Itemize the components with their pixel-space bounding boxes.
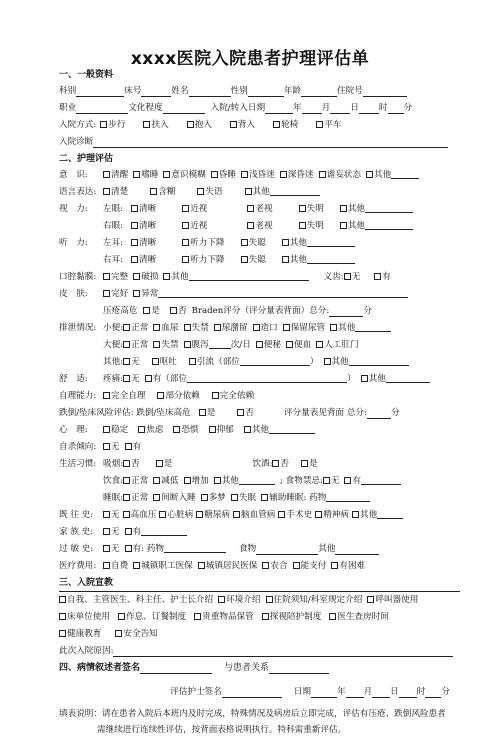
opt-checkbox[interactable]: 其他 bbox=[324, 354, 409, 371]
hearing-left-row: 听 力: 左耳: 清晰 听力下降 失聪 其他 bbox=[59, 235, 460, 252]
suicide-row: 自杀倾向: 无 有 bbox=[59, 439, 460, 456]
opt-checkbox[interactable]: 其他 bbox=[282, 252, 355, 269]
reason-field[interactable] bbox=[113, 646, 453, 657]
opt-checkbox[interactable]: 安全告知 bbox=[115, 626, 157, 643]
opt-checkbox[interactable]: 无 bbox=[344, 269, 361, 286]
education-level-field[interactable] bbox=[163, 103, 205, 114]
gender-field[interactable] bbox=[248, 86, 284, 97]
opt-checkbox[interactable]: 人工肛门 bbox=[316, 337, 358, 354]
skin-row: 皮 肤: 完好 异常 bbox=[59, 286, 460, 303]
diagnosis-field[interactable] bbox=[93, 137, 448, 148]
opt-checkbox[interactable]: 是 bbox=[143, 303, 160, 320]
opt-checkbox[interactable]: 心脏病 bbox=[159, 507, 193, 524]
opt-checkbox[interactable]: 床单位使用 bbox=[59, 609, 110, 626]
opt-checkbox[interactable]: 造口 bbox=[253, 320, 278, 337]
bed-field[interactable] bbox=[141, 86, 171, 97]
mode-support-checkbox[interactable]: 扶入 bbox=[143, 117, 168, 134]
opt-checkbox[interactable]: 正常 bbox=[123, 320, 148, 337]
opt-checkbox[interactable]: 意识模糊 bbox=[163, 167, 205, 184]
opt-checkbox[interactable]: 清晰 bbox=[131, 218, 156, 235]
opt-checkbox[interactable]: 恐惧 bbox=[173, 422, 198, 439]
opt-checkbox[interactable]: 有（部位 ） bbox=[145, 371, 356, 388]
mode-carry-checkbox[interactable]: 抱入 bbox=[187, 117, 212, 134]
opt-checkbox[interactable]: 听力下降 bbox=[182, 235, 224, 252]
opt-checkbox[interactable]: 血尿 bbox=[153, 320, 178, 337]
opt-checkbox[interactable]: 破损 bbox=[133, 269, 158, 286]
opt-checkbox[interactable]: 城镇居民医保 bbox=[198, 558, 258, 575]
opt-checkbox[interactable]: 失语 bbox=[197, 184, 222, 201]
opt-checkbox[interactable]: 深昏迷 bbox=[280, 167, 314, 184]
opt-checkbox[interactable]: 近视 bbox=[182, 201, 207, 218]
opt-checkbox[interactable]: 其他 bbox=[245, 184, 320, 201]
opt-checkbox[interactable]: 失禁 bbox=[153, 337, 178, 354]
opt-checkbox[interactable]: 腹泻 次/日 bbox=[184, 337, 251, 354]
opt-checkbox[interactable]: 能支付 bbox=[293, 558, 327, 575]
braden-score-field[interactable] bbox=[329, 306, 363, 317]
opt-checkbox[interactable]: 其他 bbox=[361, 371, 430, 388]
mode-walk-checkbox[interactable]: 步行 bbox=[100, 117, 125, 134]
opt-checkbox[interactable]: 老视 bbox=[247, 218, 272, 235]
opt-checkbox[interactable]: 正常 bbox=[123, 490, 148, 507]
opt-checkbox[interactable]: 高血压 bbox=[123, 507, 157, 524]
opt-checkbox[interactable]: 部分依赖 bbox=[157, 388, 199, 405]
opt-checkbox[interactable]: 是 bbox=[156, 456, 173, 473]
family-row: 家 族 史: 无 有 bbox=[59, 524, 460, 541]
opt-checkbox[interactable]: 无 bbox=[103, 524, 120, 541]
opt-checkbox[interactable]: 失眠 bbox=[231, 490, 256, 507]
opt-checkbox[interactable]: 住院须知/科室规定介绍 bbox=[266, 592, 363, 609]
opt-checkbox[interactable]: 便秘 bbox=[256, 337, 281, 354]
opt-checkbox[interactable]: 自我、主管医生、科主任、护士长介绍 bbox=[59, 592, 213, 609]
opt-checkbox[interactable]: 探视陪护制度 bbox=[262, 609, 322, 626]
fall-score-field[interactable] bbox=[367, 408, 391, 419]
opt-checkbox[interactable]: 无 bbox=[103, 439, 120, 456]
opt-checkbox[interactable]: 其他 bbox=[366, 167, 419, 184]
opt-checkbox[interactable]: 失明 bbox=[299, 218, 324, 235]
opt-checkbox[interactable]: 有: 药物 bbox=[125, 541, 226, 558]
consciousness-row: 意 识: 清醒 嗜睡 意识模糊 昏睡 浅昏迷 深昏迷 谵妄状态 其他 bbox=[59, 167, 460, 184]
opt-checkbox[interactable]: 无 bbox=[103, 507, 120, 524]
diagnosis-row: 入院诊断 bbox=[59, 134, 460, 151]
psych-row: 心 理: 稳定 焦虑 恐惧 抑郁 其他 bbox=[59, 422, 460, 439]
opt-checkbox[interactable]: 正常 bbox=[123, 337, 148, 354]
urine-row: 排泄情况: 小便: 正常 血尿 失禁 尿潴留 造口 保留尿管 其他 bbox=[59, 320, 460, 337]
opt-checkbox[interactable]: 浅昏迷 bbox=[241, 167, 275, 184]
admit-hour-field[interactable] bbox=[359, 103, 379, 114]
opt-checkbox[interactable]: 其他 bbox=[340, 201, 413, 218]
habit-diet-row: 饮食: 正常 减低 增加 其他 ; 食物禁忌: 无 有 bbox=[59, 473, 460, 490]
opt-checkbox[interactable]: 无 bbox=[103, 541, 120, 558]
stool-row: 大便: 正常 失禁 腹泻 次/日 便秘 便血 人工肛门 bbox=[59, 337, 460, 354]
opt-checkbox[interactable]: 清楚 bbox=[103, 184, 128, 201]
opt-checkbox[interactable]: 有 bbox=[125, 524, 188, 541]
general-row-1: 科别 床号 姓名 性别 年龄 住院号 bbox=[59, 83, 460, 100]
section-education: 三、入院宣教 bbox=[59, 578, 114, 588]
age-field[interactable] bbox=[301, 86, 337, 97]
section-signature: 四、病情叙述者签名 与患者关系 bbox=[59, 660, 460, 676]
opt-checkbox[interactable]: 减低 bbox=[153, 473, 178, 490]
admission-mode-row: 入院方式: 步行 扶入 抱入 背入 轮椅 平车 bbox=[59, 117, 460, 134]
opt-checkbox[interactable]: 是 bbox=[301, 456, 318, 473]
fall-risk-row: 跌倒/坠床风险评估: 跌倒/坠床高危 是 否 评分量表见背面 总分: 分 bbox=[59, 405, 460, 422]
opt-checkbox[interactable]: 城镇职工医保 bbox=[133, 558, 193, 575]
opt-checkbox[interactable]: 其他 bbox=[163, 269, 308, 286]
opt-checkbox[interactable]: 失禁 bbox=[184, 320, 209, 337]
opt-checkbox[interactable]: 贵重物品保管 bbox=[194, 609, 254, 626]
opt-checkbox[interactable]: 老视 bbox=[247, 201, 272, 218]
other-excretion-row: 其他: 无 呕吐 引流（部位 ） 其他 bbox=[59, 354, 460, 371]
opt-checkbox[interactable]: 增加 bbox=[184, 473, 209, 490]
pressure-row: 压疮高危 是 否 Braden评分（评分量表背面）总分: 分 bbox=[59, 303, 460, 320]
opt-checkbox[interactable]: 否 bbox=[123, 456, 140, 473]
opt-checkbox[interactable]: 其他 bbox=[214, 473, 275, 490]
opt-checkbox[interactable]: 失聪 bbox=[241, 235, 266, 252]
allergy-row: 过 敏 史: 无 有: 药物 食物 其他 bbox=[59, 541, 460, 558]
narrator-signature-field[interactable] bbox=[140, 663, 212, 674]
education-row-1 bbox=[59, 591, 460, 609]
nurse-signature-field[interactable] bbox=[222, 687, 282, 698]
admit-day-field[interactable] bbox=[330, 103, 350, 114]
general-row-2: 职业 文化程度 入院/转入日期 年 月 日 时 分 bbox=[59, 103, 413, 113]
opt-checkbox[interactable]: 否 bbox=[237, 405, 254, 422]
comfort-row: 舒 适: 疼痛: 无 有（部位 ） 其他 bbox=[59, 371, 460, 388]
opt-checkbox[interactable]: 作息、订餐制度 bbox=[118, 609, 186, 626]
opt-checkbox[interactable]: 嗜睡 bbox=[133, 167, 158, 184]
opt-checkbox[interactable]: 有 bbox=[125, 439, 142, 456]
education-row-2 bbox=[59, 609, 460, 626]
page-title: xxxx医院入院患者护理评估单 bbox=[130, 49, 370, 69]
opt-checkbox[interactable]: 医生查房时间 bbox=[329, 609, 389, 626]
opt-checkbox[interactable]: 清晰 bbox=[131, 252, 156, 269]
opt-checkbox[interactable]: 失明 bbox=[299, 201, 324, 218]
opt-checkbox[interactable]: 完好 bbox=[103, 286, 128, 303]
opt-checkbox[interactable]: 近视 bbox=[182, 218, 207, 235]
opt-checkbox[interactable]: 无 bbox=[323, 473, 340, 490]
mode-wheelchair-checkbox[interactable]: 轮椅 bbox=[273, 117, 298, 134]
opt-checkbox[interactable]: 有困难 bbox=[331, 558, 365, 575]
opt-checkbox[interactable]: 昏睡 bbox=[211, 167, 236, 184]
opt-checkbox[interactable]: 清晰 bbox=[131, 201, 156, 218]
opt-checkbox[interactable]: 有 bbox=[374, 269, 391, 286]
opt-checkbox[interactable]: 听力下降 bbox=[182, 252, 224, 269]
opt-checkbox[interactable]: 完全依赖 bbox=[212, 388, 254, 405]
admission-no-field[interactable] bbox=[363, 86, 407, 97]
admit-minute-field[interactable] bbox=[388, 103, 404, 114]
opt-checkbox[interactable]: 环境介绍 bbox=[218, 592, 260, 609]
habit-sleep-row: 睡眠: 正常 间断入睡 多梦 失眠 辅助睡眠: 药物 bbox=[59, 490, 460, 507]
selfcare-row: 自理能力: 完全自理 部分依赖 完全依赖 bbox=[59, 388, 460, 405]
section-general: 一、一般资料 bbox=[59, 70, 114, 80]
opt-checkbox[interactable]: 含糊 bbox=[150, 184, 175, 201]
payment-row: 医疗费用: 自费 城镇职工医保 城镇居民医保 农合 能支付 有困难 bbox=[59, 558, 460, 575]
opt-checkbox[interactable]: 手术史 bbox=[278, 507, 312, 524]
habit-smoke-row: 生活习惯: 吸烟: 否 是 饮酒: 否 是 bbox=[59, 456, 460, 473]
opt-checkbox[interactable]: 呼叫器使用 bbox=[367, 592, 418, 609]
vision-right-row: 右眼: 清晰 近视 老视 失明 其他 bbox=[59, 218, 460, 235]
opt-checkbox[interactable]: 有 bbox=[344, 473, 401, 490]
opt-checkbox[interactable]: 自费 bbox=[103, 558, 128, 575]
opt-checkbox[interactable]: 农合 bbox=[262, 558, 287, 575]
reason-row: 此次入院原因: bbox=[59, 643, 460, 660]
opt-checkbox[interactable]: 异常 bbox=[133, 286, 408, 303]
opt-checkbox[interactable]: 糖尿病 bbox=[196, 507, 230, 524]
opt-checkbox[interactable]: 其他 bbox=[282, 235, 355, 252]
opt-checkbox[interactable]: 抑郁 bbox=[209, 422, 234, 439]
opt-checkbox[interactable]: 间断入睡 bbox=[153, 490, 195, 507]
dept-field[interactable] bbox=[76, 86, 124, 97]
opt-checkbox[interactable]: 失聪 bbox=[241, 252, 266, 269]
oral-row: 口腔黏膜: 完整 破损 其他 义齿: 无 有 bbox=[59, 269, 460, 286]
opt-checkbox[interactable]: 清晰 bbox=[131, 235, 156, 252]
opt-checkbox[interactable]: 保留尿管 bbox=[283, 320, 325, 337]
opt-checkbox[interactable]: 焦虑 bbox=[138, 422, 163, 439]
opt-checkbox[interactable]: 呕吐 bbox=[152, 354, 177, 371]
section-assessment: 二、护理评估 bbox=[59, 154, 114, 164]
opt-checkbox[interactable]: 否 bbox=[272, 456, 289, 473]
opt-checkbox[interactable]: 健康教育 bbox=[59, 626, 101, 643]
opt-checkbox[interactable]: 精神病 bbox=[315, 507, 349, 524]
opt-checkbox[interactable]: 其他 bbox=[352, 507, 403, 524]
opt-checkbox[interactable]: 正常 bbox=[123, 473, 148, 490]
language-row: 语言表达: 清楚 含糊 失语 其他 bbox=[59, 184, 460, 201]
mode-back-checkbox[interactable]: 背入 bbox=[230, 117, 255, 134]
opt-checkbox[interactable]: 脑血管病 bbox=[233, 507, 275, 524]
opt-checkbox[interactable]: 否 bbox=[170, 303, 187, 320]
mode-stretcher-checkbox[interactable]: 平车 bbox=[316, 117, 341, 134]
opt-checkbox[interactable]: 多梦 bbox=[201, 490, 226, 507]
admit-month-field[interactable] bbox=[302, 103, 322, 114]
opt-checkbox[interactable]: 无 bbox=[123, 371, 140, 388]
opt-checkbox[interactable]: 便血 bbox=[286, 337, 311, 354]
nurse-signature-row: 评估护士签名 日期 年 月 日 时 分 bbox=[170, 687, 450, 697]
history-row: 既 往 史: 无 高血压 心脏病 糖尿病 脑血管病 手术史 精神病 其他 bbox=[59, 507, 460, 524]
opt-checkbox[interactable]: 清醒 bbox=[103, 167, 128, 184]
education-row-3 bbox=[59, 626, 460, 643]
opt-checkbox[interactable]: 尿潴留 bbox=[214, 320, 248, 337]
relation-field[interactable] bbox=[269, 663, 329, 674]
name-field[interactable] bbox=[189, 86, 231, 97]
opt-checkbox[interactable]: 引流（部位 ） bbox=[189, 354, 319, 371]
job-field[interactable] bbox=[76, 103, 128, 114]
opt-checkbox[interactable]: 完全自理 bbox=[103, 388, 145, 405]
opt-checkbox[interactable]: 辅助睡眠: 药物 bbox=[261, 490, 370, 507]
opt-checkbox[interactable]: 其他 bbox=[244, 422, 315, 439]
admit-year-field[interactable] bbox=[265, 103, 293, 114]
opt-checkbox[interactable]: 稳定 bbox=[103, 422, 128, 439]
hearing-right-row: 右耳: 清晰 听力下降 失聪 其他 bbox=[59, 252, 460, 269]
vision-left-row: 视 力: 左眼: 清晰 近视 老视 失明 其他 bbox=[59, 201, 460, 218]
fill-instructions: 填表说明：请在患者入院后本班内及时完成，特殊情况及病房后立即完成，评估有压疮、跌倒风险患者 需继续进行连续性评估，按背面表格说明执行。特科需重新评估。 bbox=[59, 709, 446, 735]
form-body bbox=[59, 67, 460, 738]
opt-checkbox[interactable]: 无 bbox=[123, 354, 140, 371]
opt-checkbox[interactable]: 其他 bbox=[340, 218, 413, 235]
opt-checkbox[interactable]: 完整 bbox=[103, 269, 128, 286]
opt-checkbox[interactable]: 其他 bbox=[330, 320, 391, 337]
opt-checkbox[interactable]: 谵妄状态 bbox=[319, 167, 361, 184]
opt-checkbox[interactable]: 是 bbox=[199, 405, 216, 422]
